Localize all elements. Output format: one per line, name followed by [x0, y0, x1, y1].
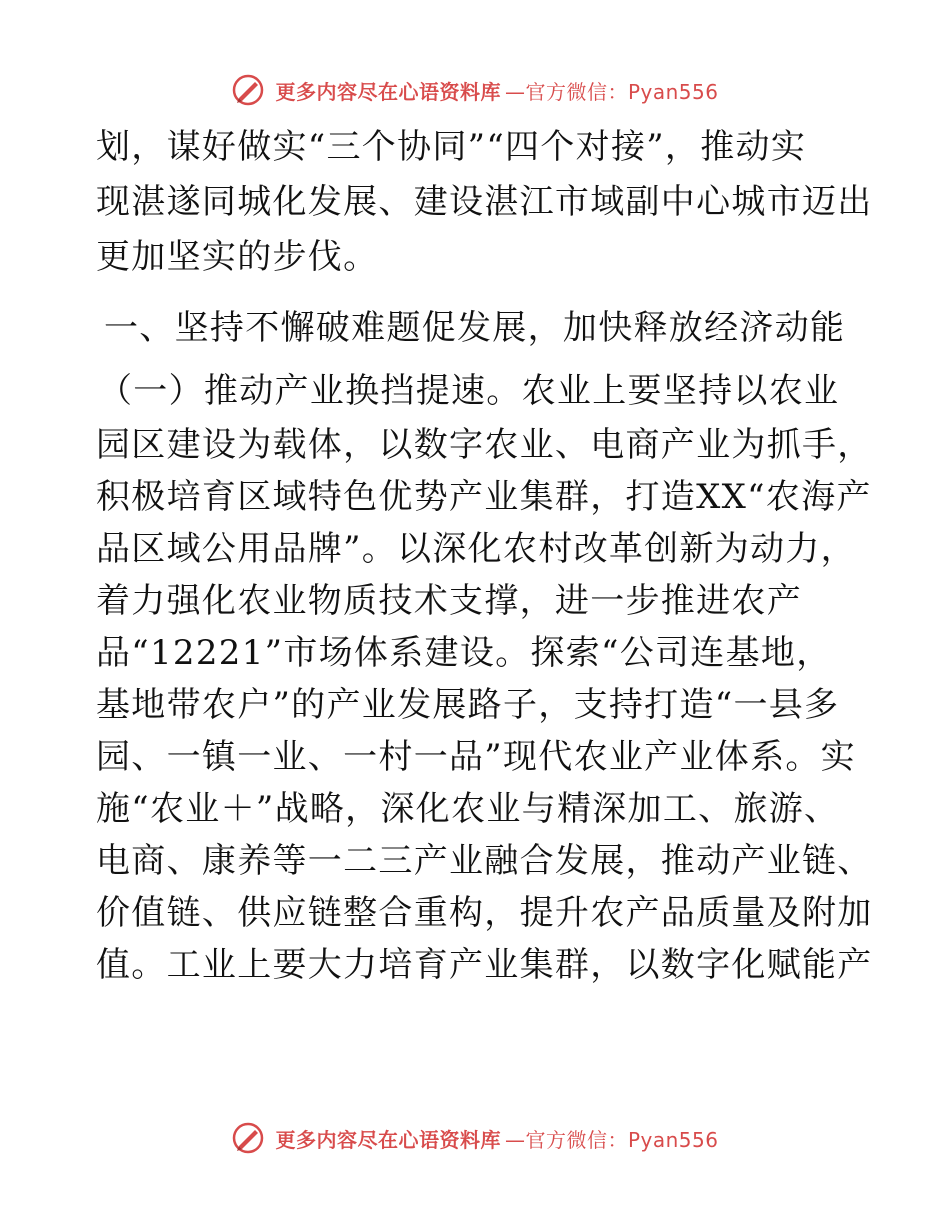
- document-body: [96, 120, 873, 991]
- section-heading: 一、坚持不懈破难题促发展，加快释放经济动能: [104, 308, 846, 348]
- body-line-6: 园区建设为载体，以数字农业、电商产业为抓手，: [96, 425, 873, 465]
- footer-banner-sub: —官方微信：Pyan556: [504, 1127, 719, 1152]
- body-line-14: 电商、康养等一二三产业融合发展，推动产业链、: [96, 841, 873, 881]
- header-banner-text: [275, 76, 718, 105]
- body-line-8: 品区域公用品牌”。以深化农村改革创新为动力，: [96, 529, 856, 569]
- footer-banner-main: 更多内容尽在心语资料库: [275, 1127, 501, 1152]
- pen-logo-icon: [231, 73, 265, 107]
- body-line-12: 园、一镇一业、一村一品”现代农业产业体系。实: [96, 737, 856, 777]
- body-line-1: 划，谋好做实“三个协同”“四个对接”，推动实: [96, 127, 807, 167]
- body-line-10: 品“12221”市场体系建设。探索“公司连基地，: [96, 633, 832, 673]
- footer-banner-text: [275, 1124, 718, 1153]
- body-line-2: 现湛遂同城化发展、建设湛江市域副中心城市迈出: [96, 182, 873, 222]
- body-line-7: 积极培育区域特色优势产业集群，打造XX“农海产: [96, 477, 872, 517]
- pen-logo-icon: [231, 1121, 265, 1155]
- body-line-9: 着力强化农业物质技术支撑，进一步推进农产: [96, 581, 802, 621]
- body-line-15: 价值链、供应链整合重构，提升农产品质量及附加: [96, 893, 873, 933]
- header-banner: [0, 70, 950, 110]
- header-banner-main: 更多内容尽在心语资料库: [275, 79, 501, 104]
- subsection-heading: （一）推动产业换挡提速。农业上要坚持以农业: [98, 371, 840, 411]
- body-line-13: 施“农业＋”战略，深化农业与精深加工、旅游、: [96, 789, 840, 829]
- body-line-16: 值。工业上要大力培育产业集群，以数字化赋能产: [96, 945, 873, 985]
- header-banner-sub: —官方微信：Pyan556: [504, 79, 719, 104]
- footer-banner: [0, 1118, 950, 1158]
- body-line-11: 基地带农户”的产业发展路子，支持打造“一县多: [96, 685, 840, 725]
- body-line-3: 更加坚实的步伐。: [96, 237, 379, 277]
